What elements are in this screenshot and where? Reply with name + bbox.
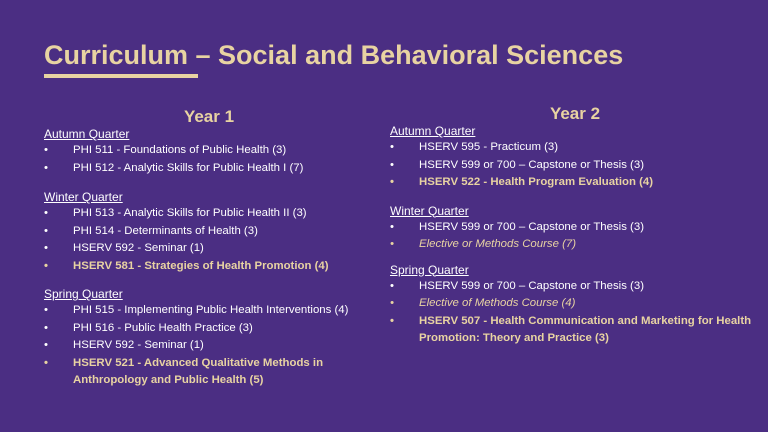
course-item [44,240,384,258]
course-item [390,219,760,237]
course-item [390,139,760,157]
quarter-heading: Winter Quarter [44,190,123,204]
quarter-spacer [390,254,760,262]
course-text: Elective of Methods Course (4) [419,297,576,309]
bullet-icon: • [390,141,394,153]
course-text: HSERV 599 or 700 – Capstone or Thesis (3) [419,279,644,292]
year-1-column [44,108,384,390]
course-item [44,302,384,320]
course-text: Elective or Methods Course (7) [419,238,576,250]
course-text: HSERV 521 - Advanced Qualitative Methods in Anthropology and Public Health (5) [73,356,324,386]
course-text: PHI 512 - Analytic Skills for Public Health I (7) [73,161,304,174]
course-text: HSERV 592 - Seminar (1) [73,339,204,351]
course-list [44,205,384,275]
title-underline [44,74,198,78]
course-item [390,278,760,296]
course-item [390,174,760,192]
quarter-heading: Autumn Quarter [390,124,476,138]
quarter-heading: Spring Quarter [390,262,469,277]
course-list [390,139,760,192]
course-item [390,157,760,175]
slide-title: Curriculum – Social and Behavioral Sciences [44,40,624,70]
year-2-heading: Year 2 [549,104,601,123]
course-list [44,302,384,390]
course-list [44,142,384,177]
course-text: HSERV 595 - Practicum (3) [419,141,559,153]
bullet-icon: • [44,224,48,237]
course-text: HSERV 581 - Strategies of Health Promotion (4) [73,259,329,272]
course-text: HSERV 599 or 700 – Capstone or Thesis (3) [419,158,644,171]
course-item [44,320,384,338]
bullet-icon: • [44,321,48,334]
bullet-icon: • [390,297,394,309]
quarter-heading: Autumn Quarter [44,127,130,141]
year-2-column [390,105,760,348]
bullet-icon: • [390,314,394,327]
bullet-icon: • [44,161,48,174]
bullet-icon: • [44,144,48,156]
course-text: PHI 515 - Implementing Public Health Interventions (4) [73,304,349,316]
quarter-heading: Spring Quarter [44,287,123,301]
course-item [390,313,760,348]
course-item [390,236,760,254]
year-1-quarters [44,126,384,390]
bullet-icon: • [44,304,48,316]
course-item [390,295,760,313]
bullet-icon: • [390,176,394,188]
course-text: HSERV 599 or 700 – Capstone or Thesis (3) [419,220,644,233]
bullet-icon: • [390,158,394,171]
course-item [44,223,384,241]
course-text: PHI 514 - Determinants of Health (3) [73,224,258,237]
course-text: HSERV 507 - Health Communication and Marketing for Health Promotion: Theory and Practice (3) [419,314,752,344]
bullet-icon: • [44,356,48,369]
quarter-spacer [44,177,384,189]
course-item [44,160,384,178]
course-text: PHI 516 - Public Health Practice (3) [73,321,253,334]
course-text: PHI 511 - Foundations of Public Health (3) [73,144,287,156]
year-1-heading: Year 1 [183,107,235,126]
year-2-quarters [390,123,760,348]
bullet-icon: • [390,220,394,233]
course-item [44,355,384,390]
bullet-icon: • [44,207,48,219]
course-text: HSERV 592 - Seminar (1) [73,242,204,254]
course-item [44,258,384,276]
quarter-spacer [390,192,760,203]
course-text: HSERV 522 - Health Program Evaluation (4) [419,176,653,188]
course-item [44,205,384,223]
course-list [390,219,760,254]
course-item [44,337,384,355]
bullet-icon: • [44,259,48,272]
course-text: PHI 513 - Analytic Skills for Public Health II (3) [73,207,307,219]
course-list [390,278,760,348]
course-item [44,142,384,160]
bullet-icon: • [390,279,394,292]
bullet-icon: • [44,242,48,254]
bullet-icon: • [44,339,48,351]
bullet-icon: • [390,238,394,250]
quarter-heading: Winter Quarter [390,203,469,218]
quarter-spacer [44,275,384,286]
